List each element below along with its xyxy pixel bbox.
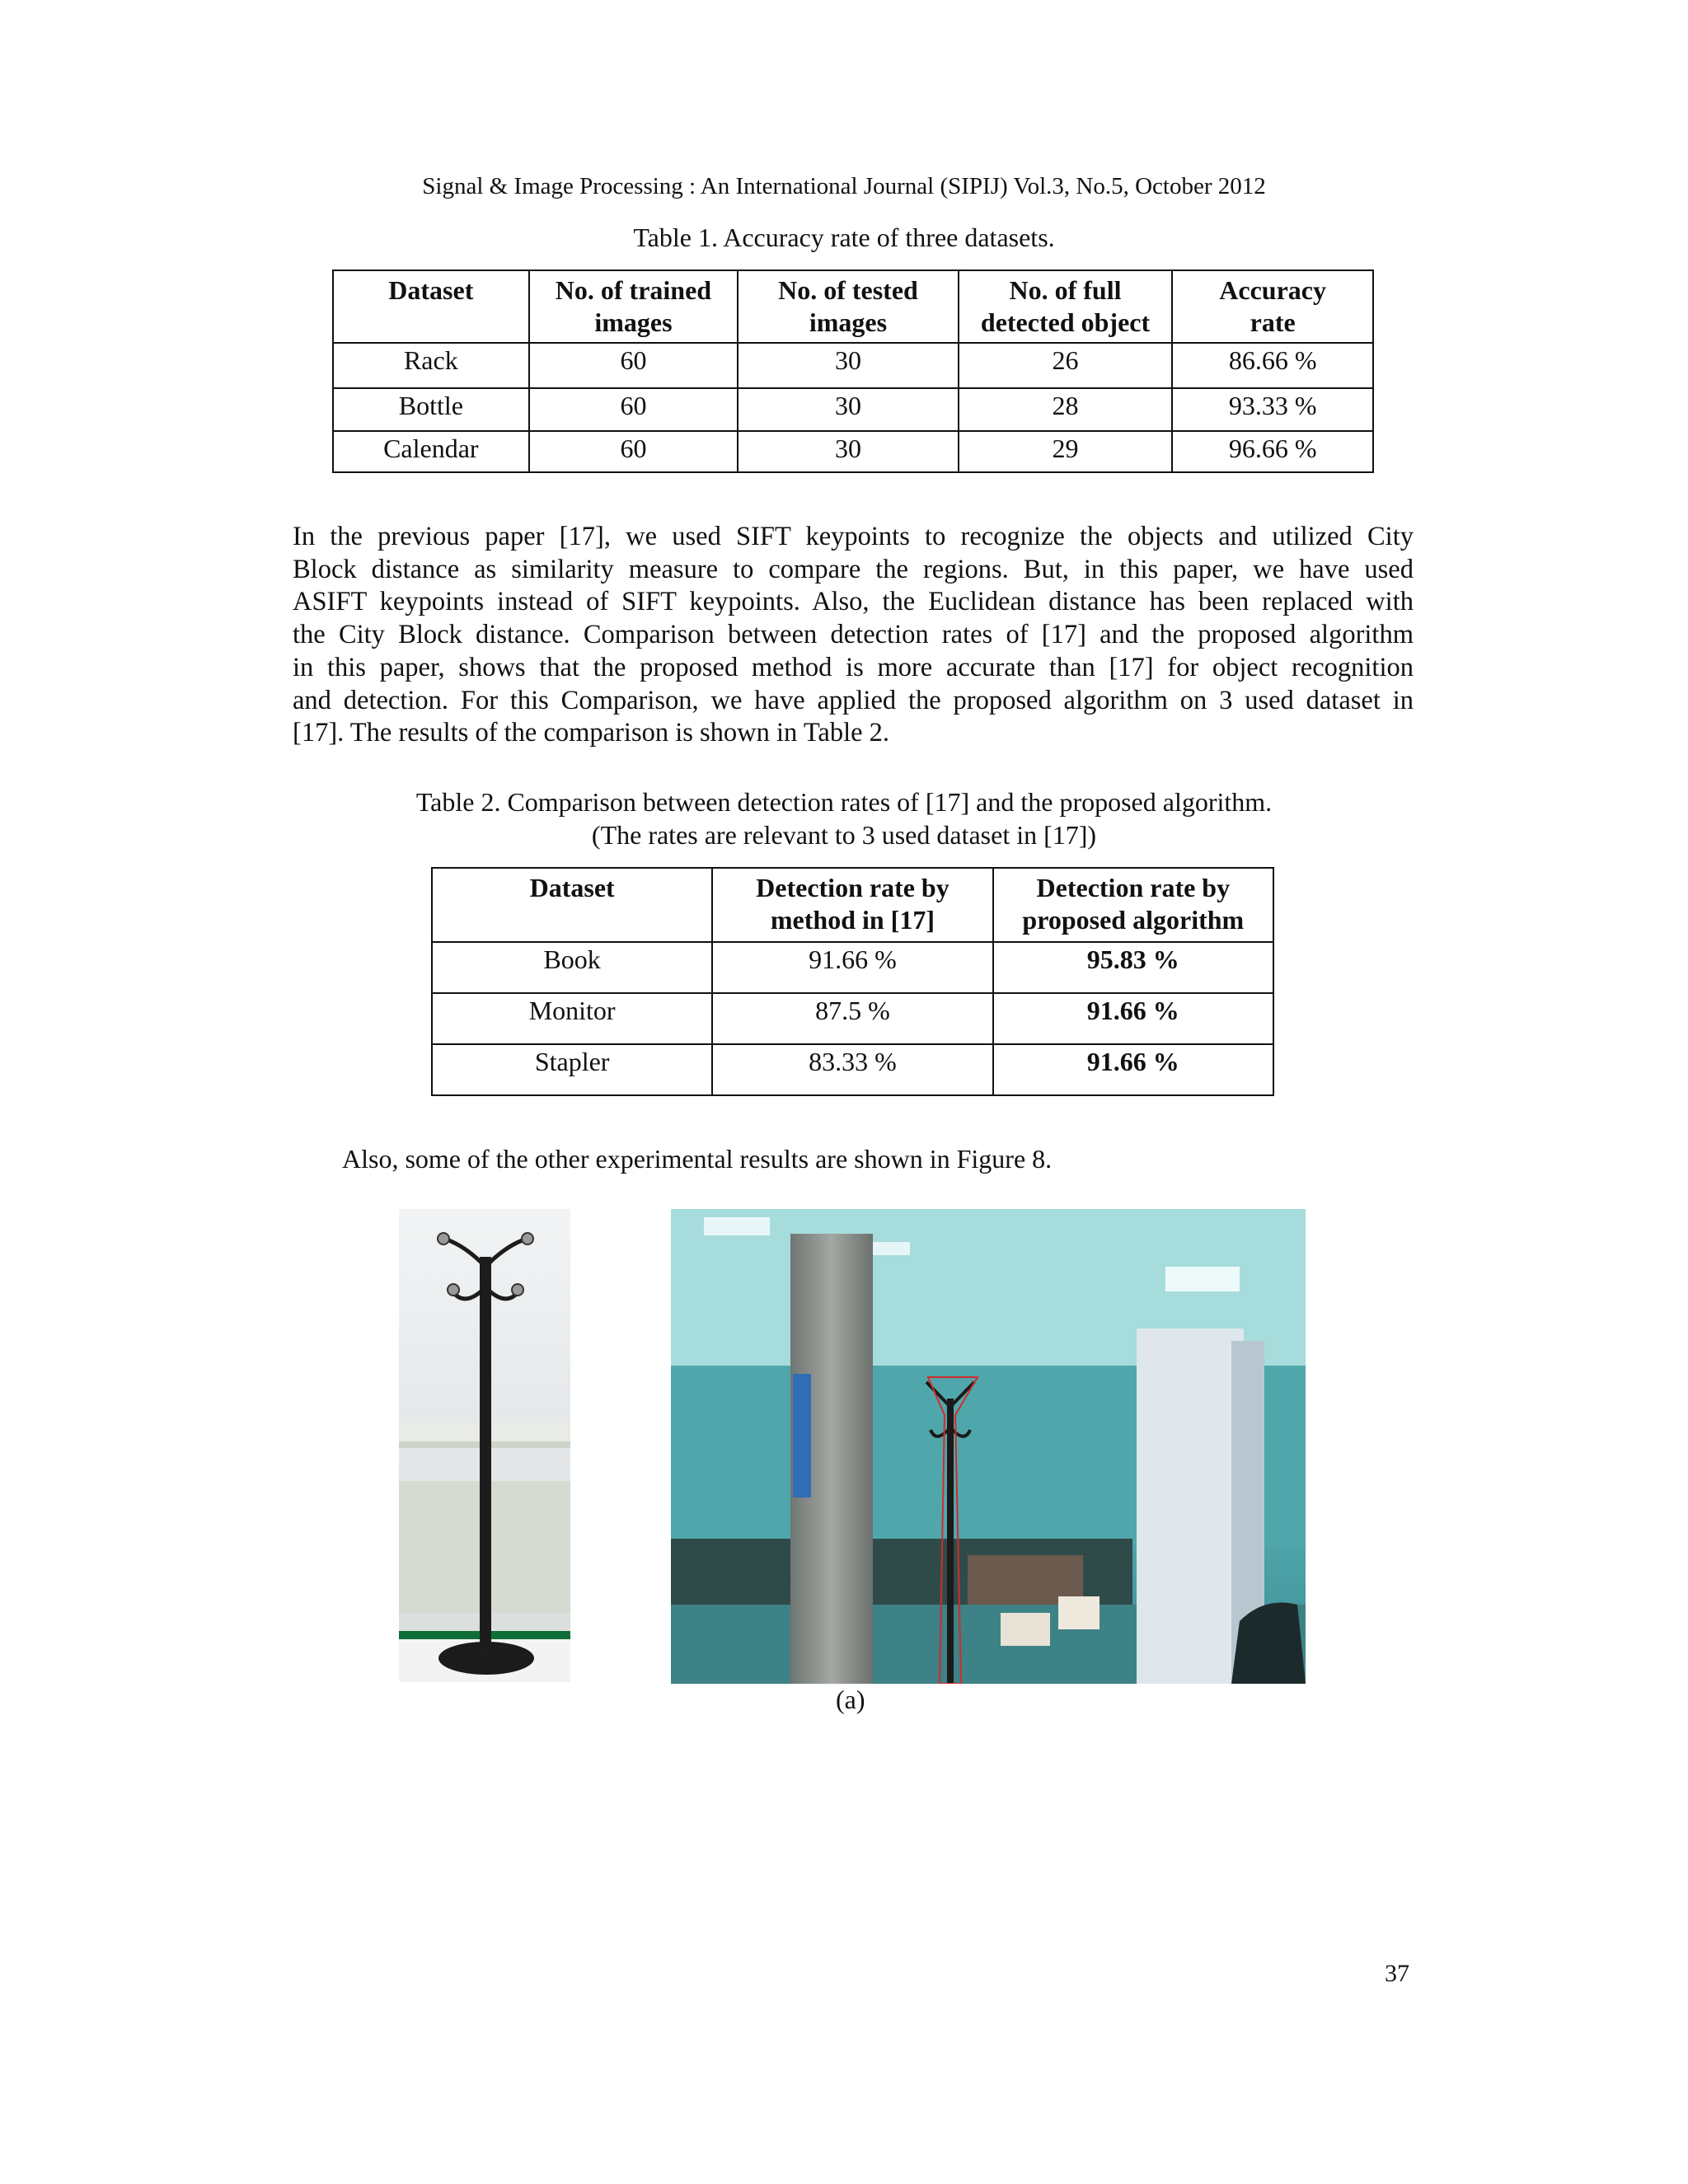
table-row <box>333 388 1373 431</box>
table-cell: 95.83 % <box>993 942 1273 993</box>
table-cell: Bottle <box>333 388 529 431</box>
table2-caption-line1: Table 2. Comparison between detection rates of [17] and the proposed algorithm. <box>415 787 1273 817</box>
paragraph-line: ASIFT keypoints instead of SIFT keypoints. Also, the Euclidean distance has been replaced with <box>293 587 1414 617</box>
table-cell: 93.33 % <box>1172 388 1373 431</box>
table-cell: 91.66 % <box>993 993 1273 1044</box>
table1-header-cell: No. of trained images <box>529 270 738 343</box>
table-row <box>333 343 1373 388</box>
table2-caption <box>0 785 1688 851</box>
table2 <box>431 867 1274 1096</box>
table2-header-cell: Dataset <box>432 868 712 942</box>
table1-caption: Table 1. Accuracy rate of three datasets. <box>633 223 1055 252</box>
table1-header-cell: No. of full detected object <box>959 270 1173 343</box>
table-row <box>432 1044 1273 1095</box>
table-cell: Calendar <box>333 431 529 472</box>
table-cell: Stapler <box>432 1044 712 1095</box>
table-cell: 60 <box>529 343 738 388</box>
table1 <box>332 269 1374 473</box>
table-cell: Monitor <box>432 993 712 1044</box>
paragraph-line: Block distance as similarity measure to compare the regions. But, in this paper, we have used <box>293 554 1414 584</box>
paragraph-line: the City Block distance. Comparison between detection rates of [17] and the proposed algorithm <box>293 620 1414 650</box>
table-cell: 60 <box>529 431 738 472</box>
table-cell: 83.33 % <box>712 1044 992 1095</box>
table-cell: 26 <box>959 343 1173 388</box>
table-cell: 30 <box>738 388 959 431</box>
table2-header-cell: Detection rate by method in [17] <box>712 868 992 942</box>
table-row <box>432 993 1273 1044</box>
table-cell: 86.66 % <box>1172 343 1373 388</box>
table-cell: 28 <box>959 388 1173 431</box>
table-cell: 29 <box>959 431 1173 472</box>
table-cell: 30 <box>738 343 959 388</box>
table1-header-cell: Dataset <box>333 270 529 343</box>
table1-header-cell: Accuracy rate <box>1172 270 1373 343</box>
table1-header-row <box>333 270 1373 343</box>
body-paragraph <box>293 521 1414 750</box>
table-cell: 87.5 % <box>712 993 992 1044</box>
page-number: 37 <box>1385 1960 1409 1987</box>
table-cell: 91.66 % <box>712 942 992 993</box>
running-header: Signal & Image Processing : An International Journal (SIPIJ) Vol.3, No.5, October 2012 <box>422 173 1266 199</box>
table-row <box>333 431 1373 472</box>
table1-header-cell: No. of tested images <box>738 270 959 343</box>
table-cell: 96.66 % <box>1172 431 1373 472</box>
paragraph-line: and detection. For this Comparison, we have applied the proposed algorithm on 3 used dataset in <box>293 685 1414 715</box>
table2-caption-line2: (The rates are relevant to 3 used dataset in [17]) <box>591 820 1097 850</box>
table-cell: 91.66 % <box>993 1044 1273 1095</box>
table-cell: 30 <box>738 431 959 472</box>
figure-intro-text: Also, some of the other experimental results are shown in Figure 8. <box>342 1144 1053 1174</box>
table-cell: Rack <box>333 343 529 388</box>
table-cell: 60 <box>529 388 738 431</box>
paragraph-line: [17]. The results of the comparison is shown in Table 2. <box>293 718 890 748</box>
table2-header-row <box>432 868 1273 942</box>
table-row <box>432 942 1273 993</box>
paragraph-line: in this paper, shows that the proposed method is more accurate than [17] for object recognition <box>293 652 1414 682</box>
coat-rack-image <box>399 1209 570 1682</box>
table2-header-cell: Detection rate by proposed algorithm <box>993 868 1273 942</box>
paragraph-line: In the previous paper [17], we used SIFT keypoints to recognize the objects and utilized City <box>293 522 1414 551</box>
figure-label: (a) <box>836 1685 865 1714</box>
office-scene-image <box>671 1209 1306 1684</box>
table-cell: Book <box>432 942 712 993</box>
